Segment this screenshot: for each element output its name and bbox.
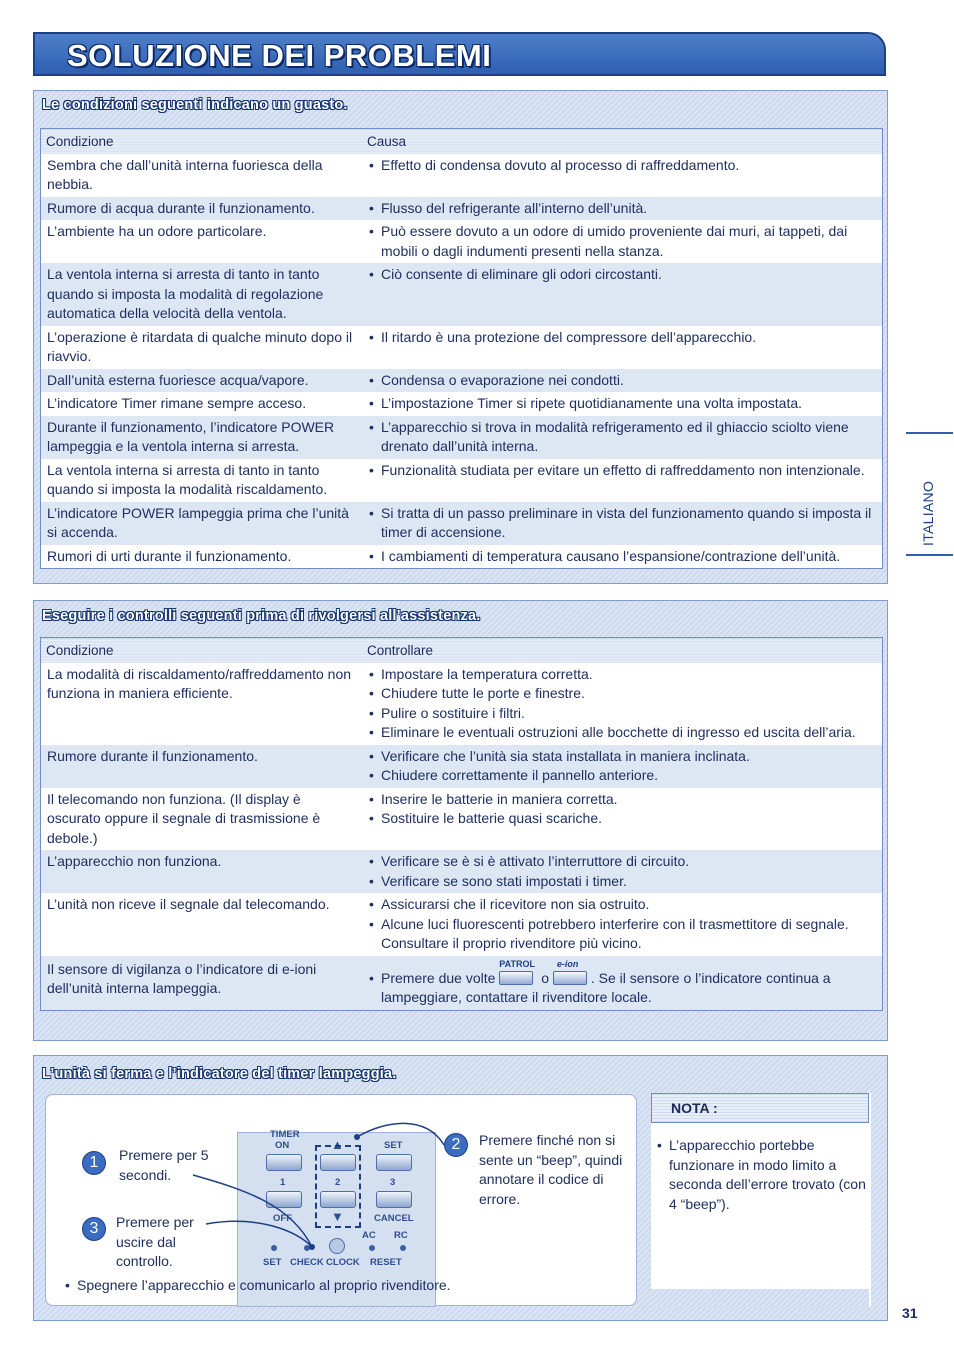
cause-cell <box>362 326 883 369</box>
patrol-button-wrap <box>499 958 537 989</box>
check-item: • Eliminare le eventuali ostruzioni alle bocchette di ingresso ed uscita dell’aria. <box>368 723 877 743</box>
remote-timer-label: TIMER <box>270 1129 300 1140</box>
check-item: • Verificare se sono stati impostati i timer. <box>368 872 877 892</box>
cause-cell <box>362 263 883 326</box>
condition-cell: Il telecomando non funziona. (Il display è oscurato oppure il segnale di trasmissione è debole.) <box>47 790 321 846</box>
check-cell <box>362 745 883 788</box>
cause-cell <box>362 459 883 502</box>
check-item: • Pulire o sostituire i filtri. <box>368 704 877 724</box>
section-fault-conditions <box>33 90 888 584</box>
check-cell <box>362 850 883 893</box>
cause-item: • Effetto di condensa dovuto al processo di raffreddamento. <box>368 156 877 176</box>
procedure-box <box>45 1094 637 1306</box>
cause-item: • Può essere dovuto a un odore di umido proveniente dai muri, ai tappeti, dai mobili o dagli indumenti presenti nella stanza. <box>368 222 877 261</box>
remote-clock-label: CLOCK <box>326 1257 360 1268</box>
page-title-banner <box>33 32 886 76</box>
condition-cell: Il sensore di vigilanza o l’indicatore di e-ioni dell’unità interna lampeggia. <box>41 956 363 1011</box>
cause-item: • L’impostazione Timer si ripete quotidianamente una volta impostata. <box>368 394 877 414</box>
cause-item: • I cambiamenti di temperatura causano l’espansione/contrazione dell’unità. <box>368 547 877 567</box>
table-row <box>41 197 883 221</box>
step-2-text: Premere finché non si sente un “beep”, quindi annotare il codice di errore. <box>479 1132 623 1207</box>
check-item: • Impostare la temperatura corretta. <box>368 665 877 685</box>
cause-cell <box>362 416 883 459</box>
condition-cell: La ventola interna si arresta di tanto in tanto quando si imposta la modalità di regolazione automatica della velocità della ventola. <box>41 263 363 326</box>
table-row <box>41 326 883 369</box>
step-3-number: 3 <box>82 1217 106 1241</box>
check-item <box>368 960 877 1008</box>
condition-cell: Rumore durante il funzionamento. <box>41 745 363 788</box>
table-row <box>41 220 883 263</box>
step-1-number: 1 <box>82 1151 106 1175</box>
remote-3-label: 3 <box>390 1177 396 1188</box>
cause-item: • L’apparecchio si trova in modalità refrigeramento ed il ghiaccio sciolto viene drenato dall’unità interna. <box>368 418 877 457</box>
table-row <box>41 745 883 788</box>
condition-cell: La ventola interna si arresta di tanto in tanto quando si imposta la modalità riscaldamento. <box>47 461 328 497</box>
condition-cell: Durante il funzionamento, l’indicatore POWER lampeggia e la ventola interna si arresta. <box>41 416 363 459</box>
remote-ac-label: AC <box>362 1230 376 1241</box>
condition-cell: L’operazione è ritardata di qualche minuto dopo il riavvio. <box>47 328 353 364</box>
table-row <box>41 663 883 745</box>
eion-button-wrap <box>553 958 591 989</box>
cause-cell <box>362 502 883 545</box>
table-row <box>41 392 883 416</box>
column-header-check: Controllare <box>362 638 883 663</box>
remote-cancel-label: CANCEL <box>374 1213 414 1224</box>
remote-bottom-set-label: SET <box>263 1257 282 1268</box>
fault-table-body <box>41 154 883 569</box>
column-header-cause: Causa <box>362 129 883 154</box>
table-row <box>41 893 883 956</box>
table-row <box>41 369 883 393</box>
note-item: • L’apparecchio portebbe funzionare in modo limito a seconda dell’errore trovato (con 4 “beep”). <box>656 1136 866 1214</box>
condition-cell: L’indicatore POWER lampeggia prima che l’unità si accenda. <box>41 502 363 545</box>
note-title: NOTA : <box>671 1100 718 1116</box>
condition-cell: Sembra che dall’unità interna fuoriesca della nebbia. <box>47 156 323 192</box>
check-item: • Chiudere correttamente il pannello anteriore. <box>368 766 877 786</box>
language-tab <box>906 432 953 556</box>
table-row <box>41 956 883 1011</box>
column-header-condition: Condizione <box>41 638 363 663</box>
condition-cell: Rumore di acqua durante il funzionamento. <box>41 197 363 221</box>
step-2-number: 2 <box>444 1133 468 1157</box>
remote-2-label: 2 <box>335 1177 341 1188</box>
remote-reset-label: RESET <box>370 1257 402 1268</box>
down-arrow-icon: ▼ <box>331 1209 344 1224</box>
checks-table <box>40 637 883 1011</box>
checks-table-body <box>41 663 883 956</box>
remote-1-label: 1 <box>280 1177 286 1188</box>
condition-cell: Dall’unità esterna fuoriesce acqua/vapore. <box>41 369 363 393</box>
last-row-pre: Premere due volte <box>381 969 496 986</box>
cause-item: • Si tratta di un passo preliminare in vista del funzionamento quando si imposta il timer di accensione. <box>368 504 877 543</box>
cause-item: • Flusso del refrigerante all’interno dell’unità. <box>368 199 877 219</box>
remote-on-label: ON <box>275 1140 290 1151</box>
table-row <box>41 788 883 851</box>
cause-cell <box>362 154 883 197</box>
column-header-condition: Condizione <box>41 129 363 154</box>
condition-cell: Rumori di urti durante il funzionamento. <box>47 547 292 564</box>
table-row <box>41 850 883 893</box>
patrol-label: PATROL <box>499 958 535 969</box>
section-heading: Le condizioni seguenti indicano un guasto. <box>42 97 348 113</box>
table-row <box>41 154 883 197</box>
note-footer-band <box>651 1289 869 1307</box>
check-cell <box>362 663 883 745</box>
note-box <box>651 1093 871 1307</box>
table-row <box>41 416 883 459</box>
section-heading: Eseguire i controlli seguenti prima di rivolgersi all’assistenza. <box>42 608 481 624</box>
condition-cell: L’apparecchio non funziona. <box>41 850 363 893</box>
step-3-text: Premere per uscire dal controllo. <box>116 1214 194 1269</box>
page-number: 31 <box>902 1305 918 1321</box>
table-row <box>41 502 883 545</box>
section-checks <box>33 600 888 1041</box>
cause-cell <box>362 197 883 221</box>
language-tab-label: ITALIANO <box>920 480 936 546</box>
footer-item: • Spegnere l’apparecchio e comunicarlo al proprio rivenditore. <box>64 1276 624 1296</box>
check-item: • Verificare che l’unità sia stata installata in maniera inclinata. <box>368 747 877 767</box>
note-header <box>651 1093 869 1123</box>
section-timer-blink <box>33 1055 888 1321</box>
step-1-text: Premere per 5 secondi. <box>119 1147 209 1183</box>
cause-cell <box>362 220 883 263</box>
condition-cell: L’unità non riceve il segnale dal telecomando. <box>47 896 330 912</box>
table-row <box>41 545 883 569</box>
procedure-footer <box>64 1276 624 1296</box>
cause-item: • Condensa o evaporazione nei condotti. <box>368 371 877 391</box>
cause-item: • Il ritardo è una protezione del compressore dell’apparecchio. <box>368 328 877 348</box>
cause-cell <box>362 545 883 569</box>
checks-table-last <box>41 956 883 1011</box>
cause-item: • Ciò consente di eliminare gli odori circostanti. <box>368 265 877 285</box>
cause-cell <box>362 369 883 393</box>
check-item: • Sostituire le batterie quasi scariche. <box>368 809 877 829</box>
note-body <box>656 1136 866 1214</box>
check-cell <box>362 956 883 1011</box>
page-title: SOLUZIONE DEI PROBLEMI <box>67 38 492 73</box>
remote-check-label: CHECK <box>290 1257 324 1268</box>
condition-cell: L’ambiente ha un odore particolare. <box>47 223 267 239</box>
fault-table <box>40 128 883 569</box>
condition-cell: L’indicatore Timer rimane sempre acceso. <box>47 395 307 411</box>
last-row-mid: o <box>541 969 549 986</box>
check-item: • Inserire le batterie in maniera corretta. <box>368 790 877 810</box>
table-row <box>41 263 883 326</box>
eion-label: e-ion <box>556 958 579 969</box>
check-cell <box>362 893 883 956</box>
condition-cell: La modalità di riscaldamento/raffreddamento non funziona in maniera efficiente. <box>47 665 352 701</box>
section-heading: L’unità si ferma e l’indicatore del timer lampeggia. <box>42 1066 397 1082</box>
last-row-post: . Se il sensore o l’indicatore continua a lampeggiare, contattare il rivenditore locale. <box>381 969 831 1005</box>
cause-cell <box>362 392 883 416</box>
up-arrow-icon: ▲ <box>331 1137 344 1152</box>
check-item: • Alcune luci fluorescenti potrebbero interferire con il trasmettitore di segnale. Consultare il proprio rivenditore più vicino. <box>368 915 877 954</box>
check-item: • Verificare se è si è attivato l’interruttore di circuito. <box>368 852 877 872</box>
remote-off-label: OFF <box>273 1213 292 1224</box>
cause-item: • Funzionalità studiata per evitare un effetto di raffreddamento non intenzionale. <box>368 461 877 481</box>
remote-rc-label: RC <box>394 1230 408 1241</box>
remote-set-label: SET <box>384 1140 403 1151</box>
check-cell <box>362 788 883 851</box>
table-row <box>41 459 883 502</box>
check-item: • Assicurarsi che il ricevitore non sia ostruito. <box>368 895 877 915</box>
check-item: • Chiudere tutte le porte e finestre. <box>368 684 877 704</box>
